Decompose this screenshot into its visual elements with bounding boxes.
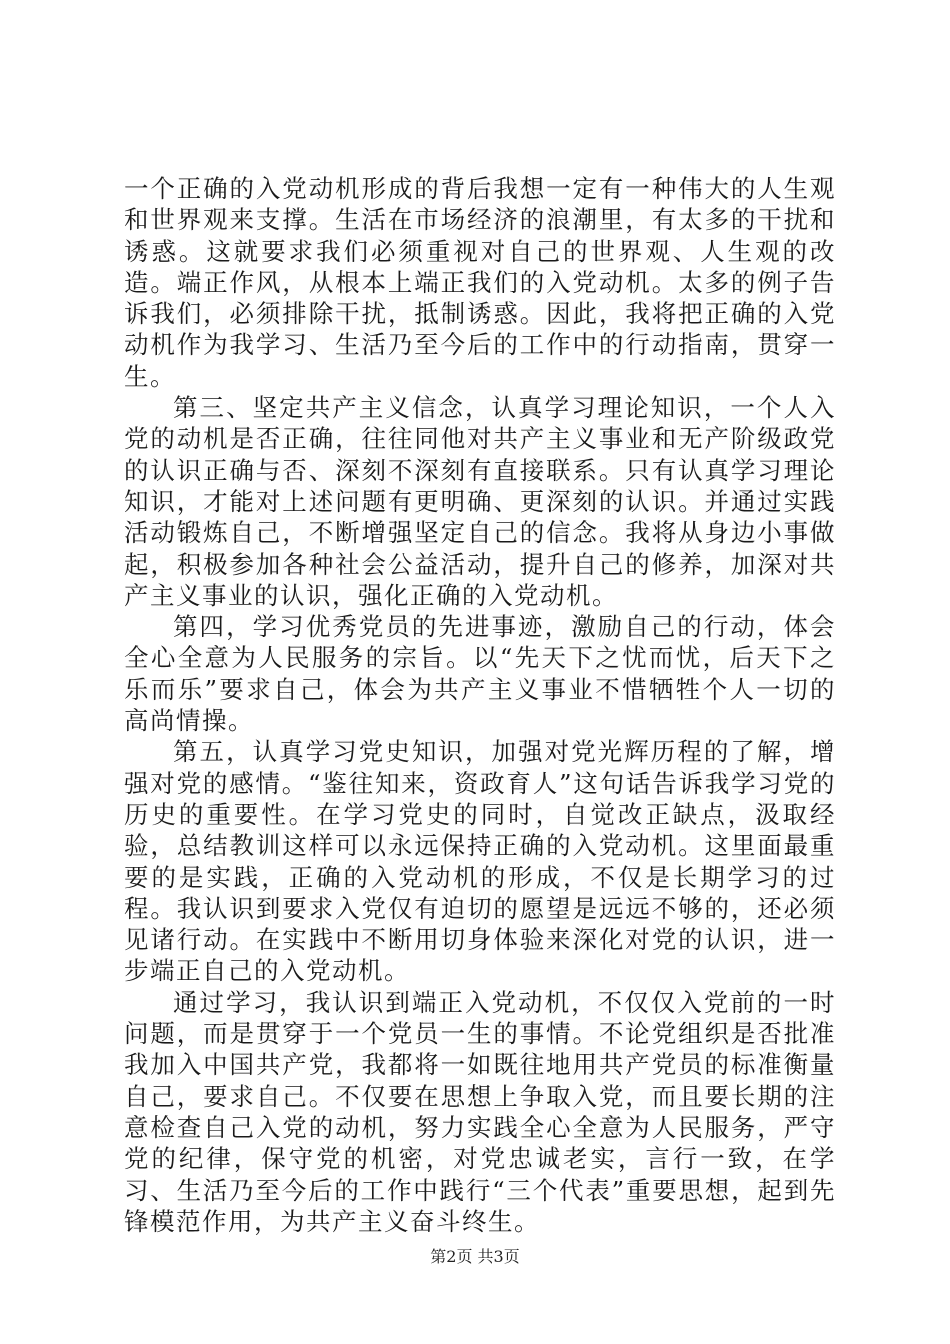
paragraph-fourth-point: 第四，学习优秀党员的先进事迹，激励自己的行动，体会全心全意为人民服务的宗旨。以“先天下之忧而忧，后天下之乐而乐”要求自己，体会为共产主义事业不惜牺牲个人一切的高尚情操。 — [124, 612, 836, 736]
paragraph-third-point: 第三、坚定共产主义信念，认真学习理论知识，一个人入党的动机是否正确，往往同他对共产主义事业和无产阶级政党的认识正确与否、深刻不深刻有直接联系。只有认真学习理论知识，才能对上述问题有更明确、更深刻的认识。并通过实践活动锻炼自己，不断增强坚定自己的信念。我将从身边小事做起，积极参加各种社会公益活动，提升自己的修养，加深对共产主义事业的认识，强化正确的入党动机。 — [124, 393, 836, 610]
paragraph-continuation: 一个正确的入党动机形成的背后我想一定有一种伟大的人生观和世界观来支撑。生活在市场经济的浪潮里，有太多的干扰和诱惑。这就要求我们必须重视对自己的世界观、人生观的改造。端正作风，从根本上端正我们的入党动机。太多的例子告诉我们，必须排除干扰，抵制诱惑。因此，我将把正确的入党动机作为我学习、生活乃至今后的工作中的行动指南，贯穿一生。 — [124, 174, 836, 391]
document-body — [124, 173, 836, 1237]
page-number-footer: 第2页 共3页 — [430, 1247, 520, 1266]
paragraph-fifth-point: 第五，认真学习党史知识，加强对党光辉历程的了解，增强对党的感情。“鉴往知来，资政育人”这句话告诉我学习党的历史的重要性。在学习党史的同时，自觉改正缺点，汲取经验，总结教训这样可以永远保持正确的入党动机。这里面最重要的是实践，正确的入党动机的形成，不仅是长期学习的过程。我认识到要求入党仅有迫切的愿望是远远不够的，还必须见诸行动。在实践中不断用切身体验来深化对党的认识，进一步端正自己的入党动机。 — [124, 737, 836, 986]
paragraph-conclusion: 通过学习，我认识到端正入党动机，不仅仅入党前的一时问题，而是贯穿于一个党员一生的事情。不论党组织是否批准我加入中国共产党，我都将一如既往地用共产党员的标准衡量自己，要求自己。不仅要在思想上争取入党，而且要长期的注意检查自己入党的动机，努力实践全心全意为人民服务，严守党的纪律，保守党的机密，对党忠诚老实，言行一致，在学习、生活乃至今后的工作中践行“三个代表”重要思想，起到先锋模范作用，为共产主义奋斗终生。 — [124, 987, 836, 1236]
